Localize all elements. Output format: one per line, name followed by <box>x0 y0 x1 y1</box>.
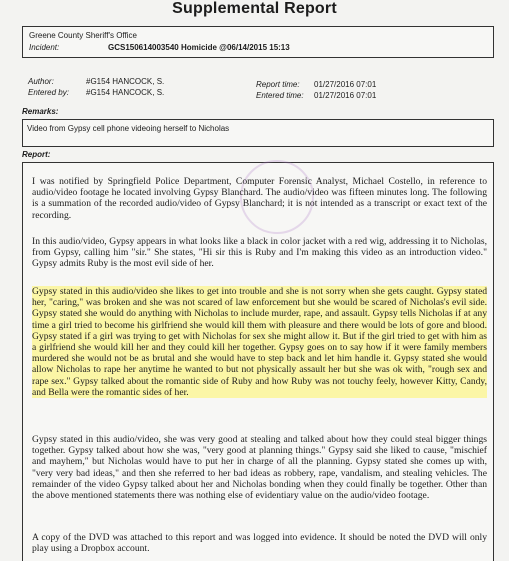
entered-by-label: Entered by: <box>28 88 69 97</box>
author-value: #G154 HANCOCK, S. <box>86 77 165 86</box>
page-title: Supplemental Report <box>172 0 337 17</box>
report-label: Report: <box>22 150 51 159</box>
report-paragraph-5: A copy of the DVD was attached to this report and was logged into evidence. It should be noted the DVD will only play using a Dropbox account. <box>32 532 487 555</box>
remarks-label: Remarks: <box>22 107 59 116</box>
report-time-row <box>256 79 376 90</box>
agency-name: Greene County Sheriff's Office <box>29 31 137 40</box>
entered-time-value: 01/27/2016 07:01 <box>314 91 377 100</box>
report-time-label: Report time: <box>256 80 300 89</box>
incident-value: GCS150614003540 Homicide @06/14/2015 15:13 <box>108 43 290 52</box>
report-paragraph-1: I was notified by Springfield Police Department, Computer Forensic Analyst, Michael Costello, in reference to audio/video footage he located involving Gypsy Blanchard. The audio/video was fifteen minutes long. The following is a summation of the recorded audio/video of Gypsy Blanchard; it is not intended as a transcript or exact text of the recording. <box>32 176 487 221</box>
incident-header-box <box>22 26 494 58</box>
entered-time-row <box>256 90 376 101</box>
entered-by-value: #G154 HANCOCK, S. <box>86 88 165 97</box>
entered-time-label: Entered time: <box>256 91 304 100</box>
entered-by-row <box>28 87 164 98</box>
report-time-value: 01/27/2016 07:01 <box>314 80 377 89</box>
report-paragraph-2: In this audio/video, Gypsy appears in what looks like a black in color jacket with a red wig, addressing it to Nicholas, from Gypsy, calling him "sir." She states, "Hi sir this is Ruby and I'm making this video as an introduction video." Gypsy admits Ruby is the most evil side of her. <box>32 236 487 270</box>
incident-label: Incident: <box>29 43 60 52</box>
remarks-text: Video from Gypsy cell phone videoing herself to Nicholas <box>27 124 230 133</box>
author-label: Author: <box>28 77 54 86</box>
remarks-box <box>22 119 494 147</box>
author-row <box>28 76 164 87</box>
report-paragraph-4: Gypsy stated in this audio/video, she was very good at stealing and talked about how they could steal bigger things together. Gypsy talked about how she was, "very good at planning things." Gypsy said she liked to cause, "mischief and mayhem," but Nicholas would have to put her in charge of all the planning. Gypsy stated she comes up with, "very very bad ideas," and then she referred to her bad ideas as robbery, rape, vandalism, and stealing vehicles. The remainder of the video Gypsy talked about her and Nicholas bonding when they could finally be together. Other than the above mentioned statements there was nothing else of evidentiary value on the audio/video footage. <box>32 434 487 502</box>
report-paragraph-3: Gypsy stated in this audio/video she likes to get into trouble and she is not sorry when she gets caught. Gypsy stated her, "caring," was broken and she was not scared of law enforcement but she would be scared of Nicholas's evil side. Gypsy stated she would do anything with Nicholas to include murder, rape, and assault. Gypsy tells Nicholas if at any time a girl tried to become his girlfriend she would kill them with pleasure and there would be lots of gore and blood. Gypsy stated if a girl was trying to get with Nicholas for sex she might allow it. But if the girl tried to get with him as a girlfriend she would kill her and they could kill her together. Gypsy goes on to say how if it were family members murdered she would not be as brutal and she would have to step back and let him handle it. Gypsy stated she would allow Nicholas to rape her anytime he wanted to but not physically assault her but she was ok with, "rough sex and rape sex." Gypsy talked about the romantic side of Ruby and how Ruby was not touchy feely, however Kitty, Candy, and Bella were the romantic sides of her. <box>32 286 487 398</box>
